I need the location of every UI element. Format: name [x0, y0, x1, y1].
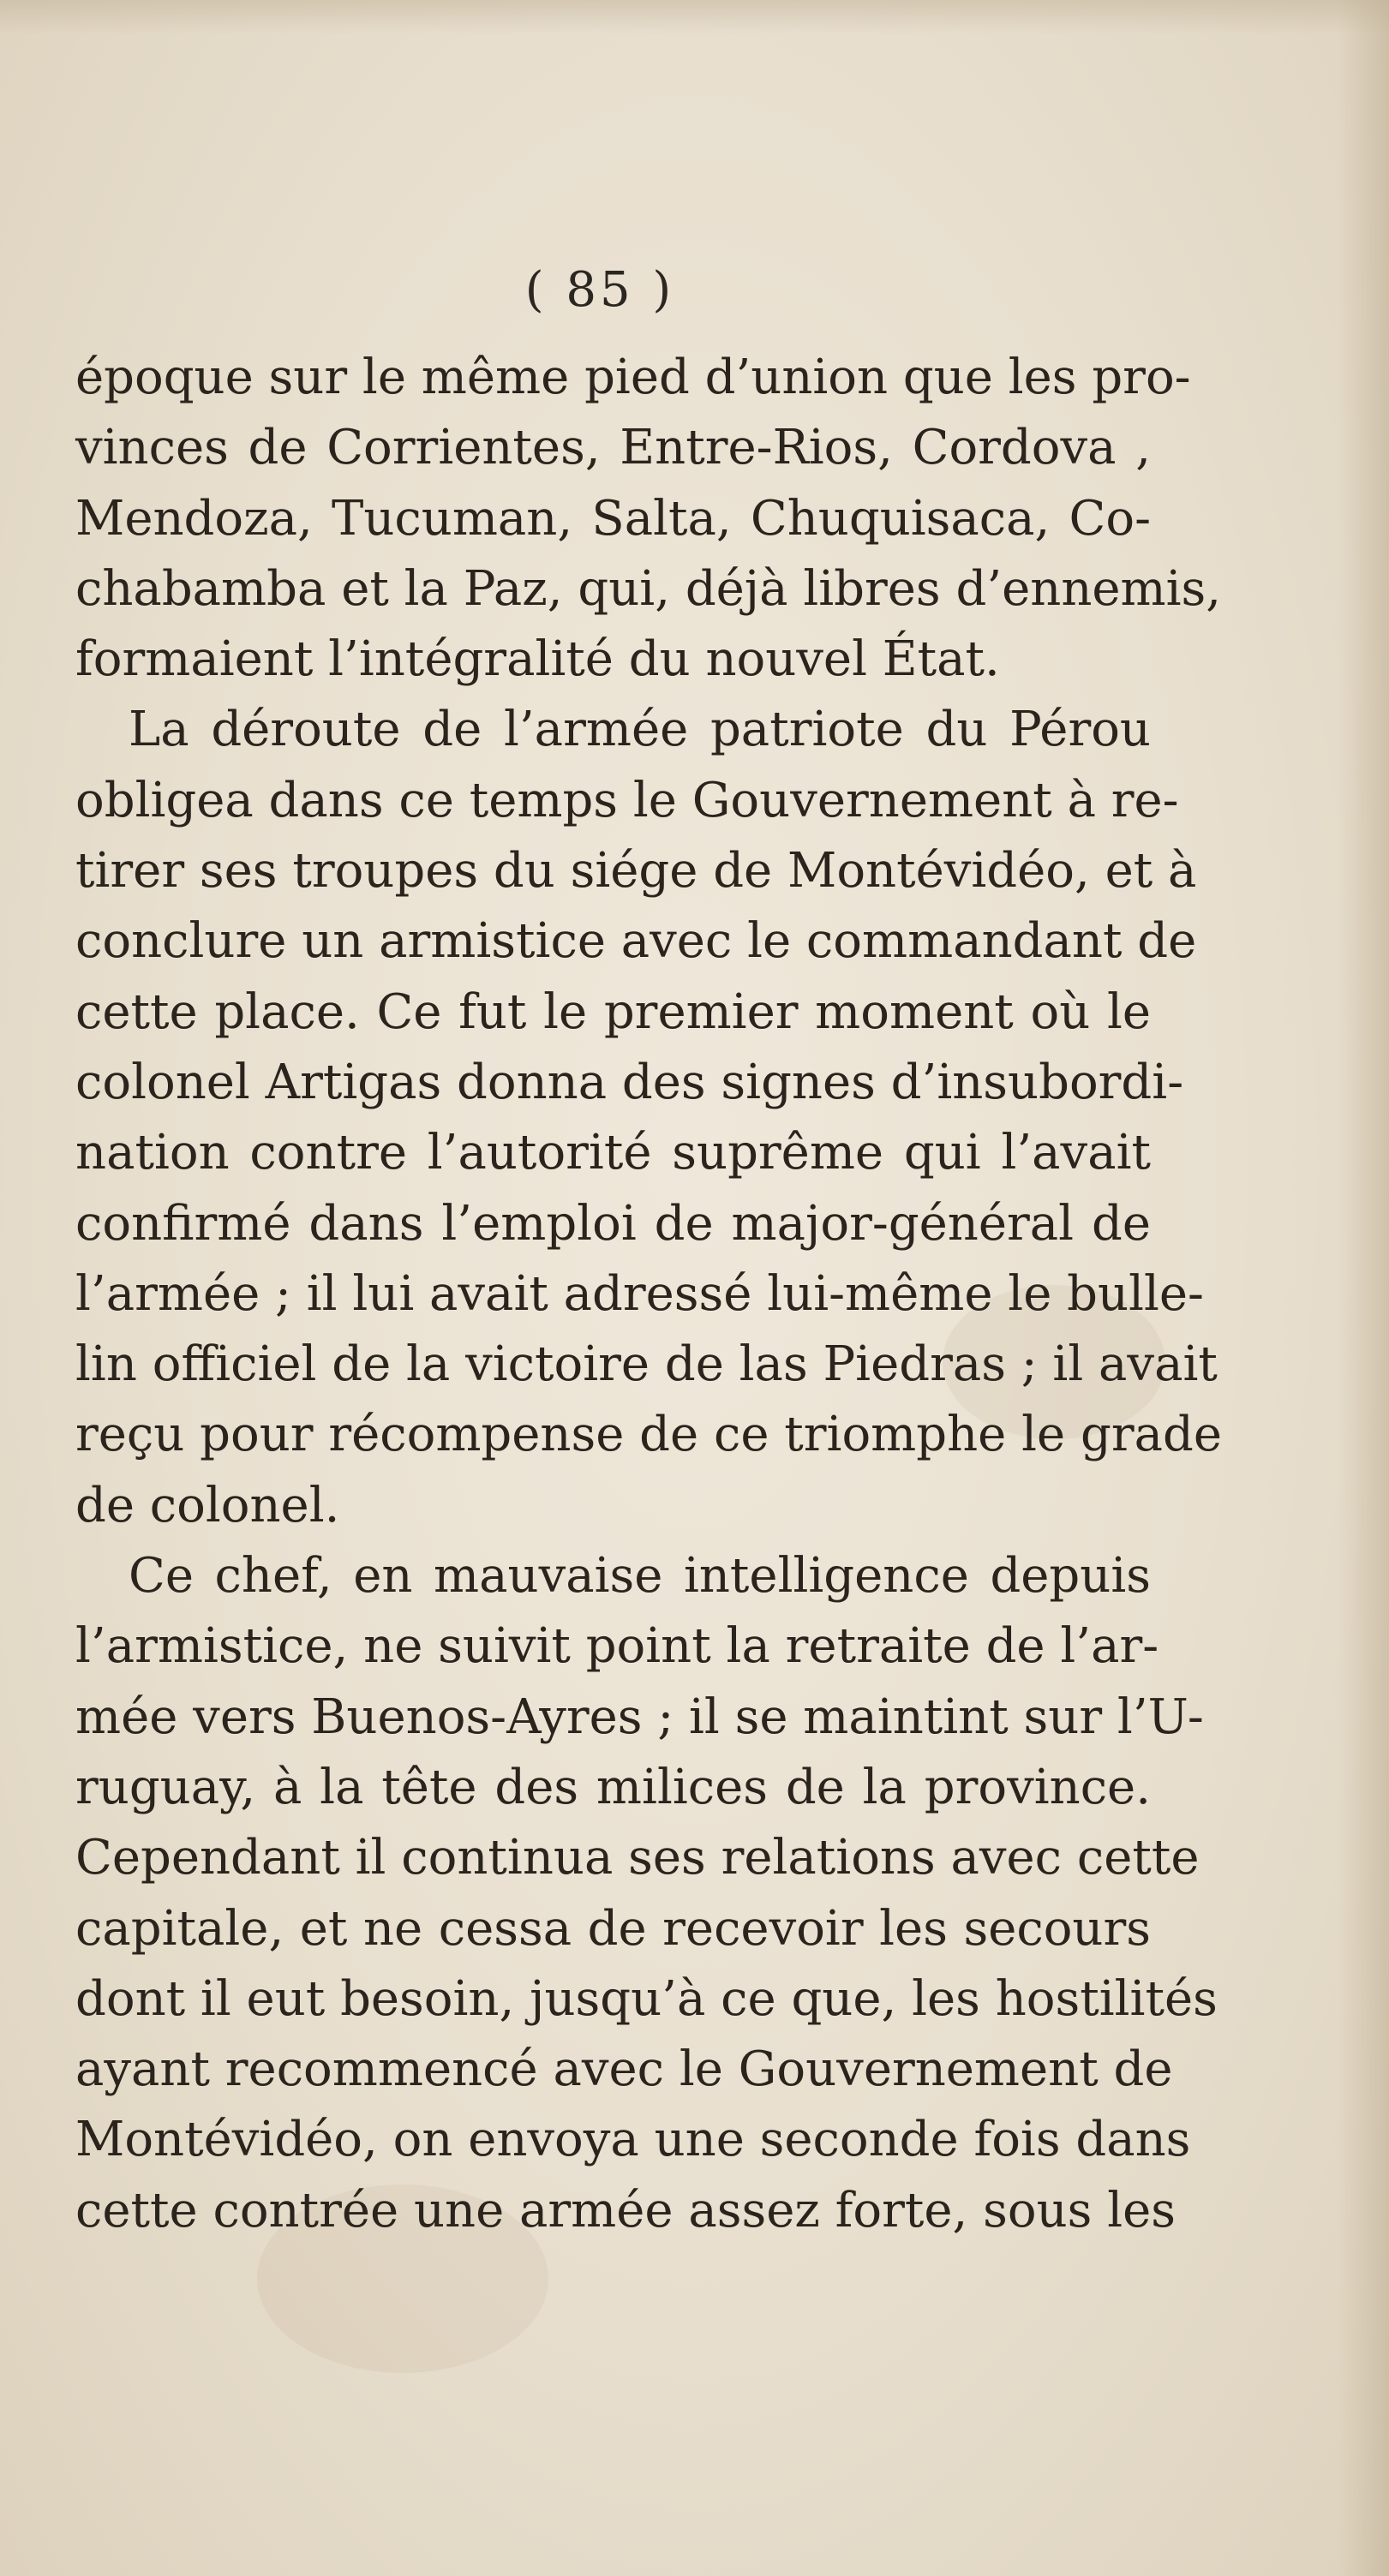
text-line: confirmé dans l’emploi de major-général de [75, 1195, 1151, 1252]
text-line: dont il eut besoin, jusqu’à ce que, les hostilités [75, 1970, 1218, 2027]
page-number: ( 85 ) [524, 262, 675, 318]
page-shadow-top [0, 0, 1389, 34]
page-shadow-right [1338, 0, 1389, 2576]
text-line: conclure un armistice avec le commandant de [75, 913, 1197, 970]
text-line: Ce chef, en mauvaise intelligence depuis [129, 1548, 1151, 1605]
body-text [75, 343, 1222, 2246]
text-line: Cependant il continua ses relations avec cette [75, 1830, 1200, 1886]
text-line: cette place. Ce fut le premier moment où le [75, 983, 1151, 1040]
text-line: mée vers Buenos-Ayres ; il se maintint sur l’U- [75, 1688, 1204, 1745]
text-line: époque sur le même pied d’union que les pro- [75, 350, 1191, 405]
text-line: Mendoza, Tucuman, Salta, Chuquisaca, Co- [75, 490, 1151, 547]
text-line: ruguay, à la tête des milices de la province. [75, 1759, 1151, 1815]
text-line: chabamba et la Paz, qui, déjà libres d’ennemis, [75, 560, 1222, 617]
text-line: La déroute de l’armée patriote du Pérou [129, 702, 1151, 758]
text-line: colonel Artigas donna des signes d’insubordi- [75, 1054, 1184, 1110]
text-line: nation contre l’autorité suprême qui l’avait [75, 1125, 1151, 1181]
text-line: vinces de Corrientes, Entre-Rios, Cordova , [75, 420, 1151, 476]
text-line: formaient l’intégralité du nouvel État. [75, 631, 1000, 688]
text-line: tirer ses troupes du siége de Montévidéo, et à [75, 843, 1197, 900]
text-line: de colonel. [75, 1477, 340, 1533]
text-line: ayant recommencé avec le Gouvernement de [75, 2041, 1173, 2098]
text-line: l’armée ; il lui avait adressé lui-même le bulle- [75, 1265, 1204, 1322]
text-line: reçu pour récompense de ce triomphe le grade [75, 1407, 1222, 1463]
text-line: cette contrée une armée assez forte, sous les [75, 2182, 1176, 2238]
text-line: Montévidéo, on envoya une seconde fois dans [75, 2112, 1191, 2168]
text-line: lin officiel de la victoire de las Piedras ; il avait [75, 1336, 1218, 1393]
text-line: capitale, et ne cessa de recevoir les secours [75, 1900, 1151, 1957]
text-line: l’armistice, ne suivit point la retraite de l’ar- [75, 1618, 1159, 1675]
text-line: obligea dans ce temps le Gouvernement à re- [75, 772, 1179, 828]
